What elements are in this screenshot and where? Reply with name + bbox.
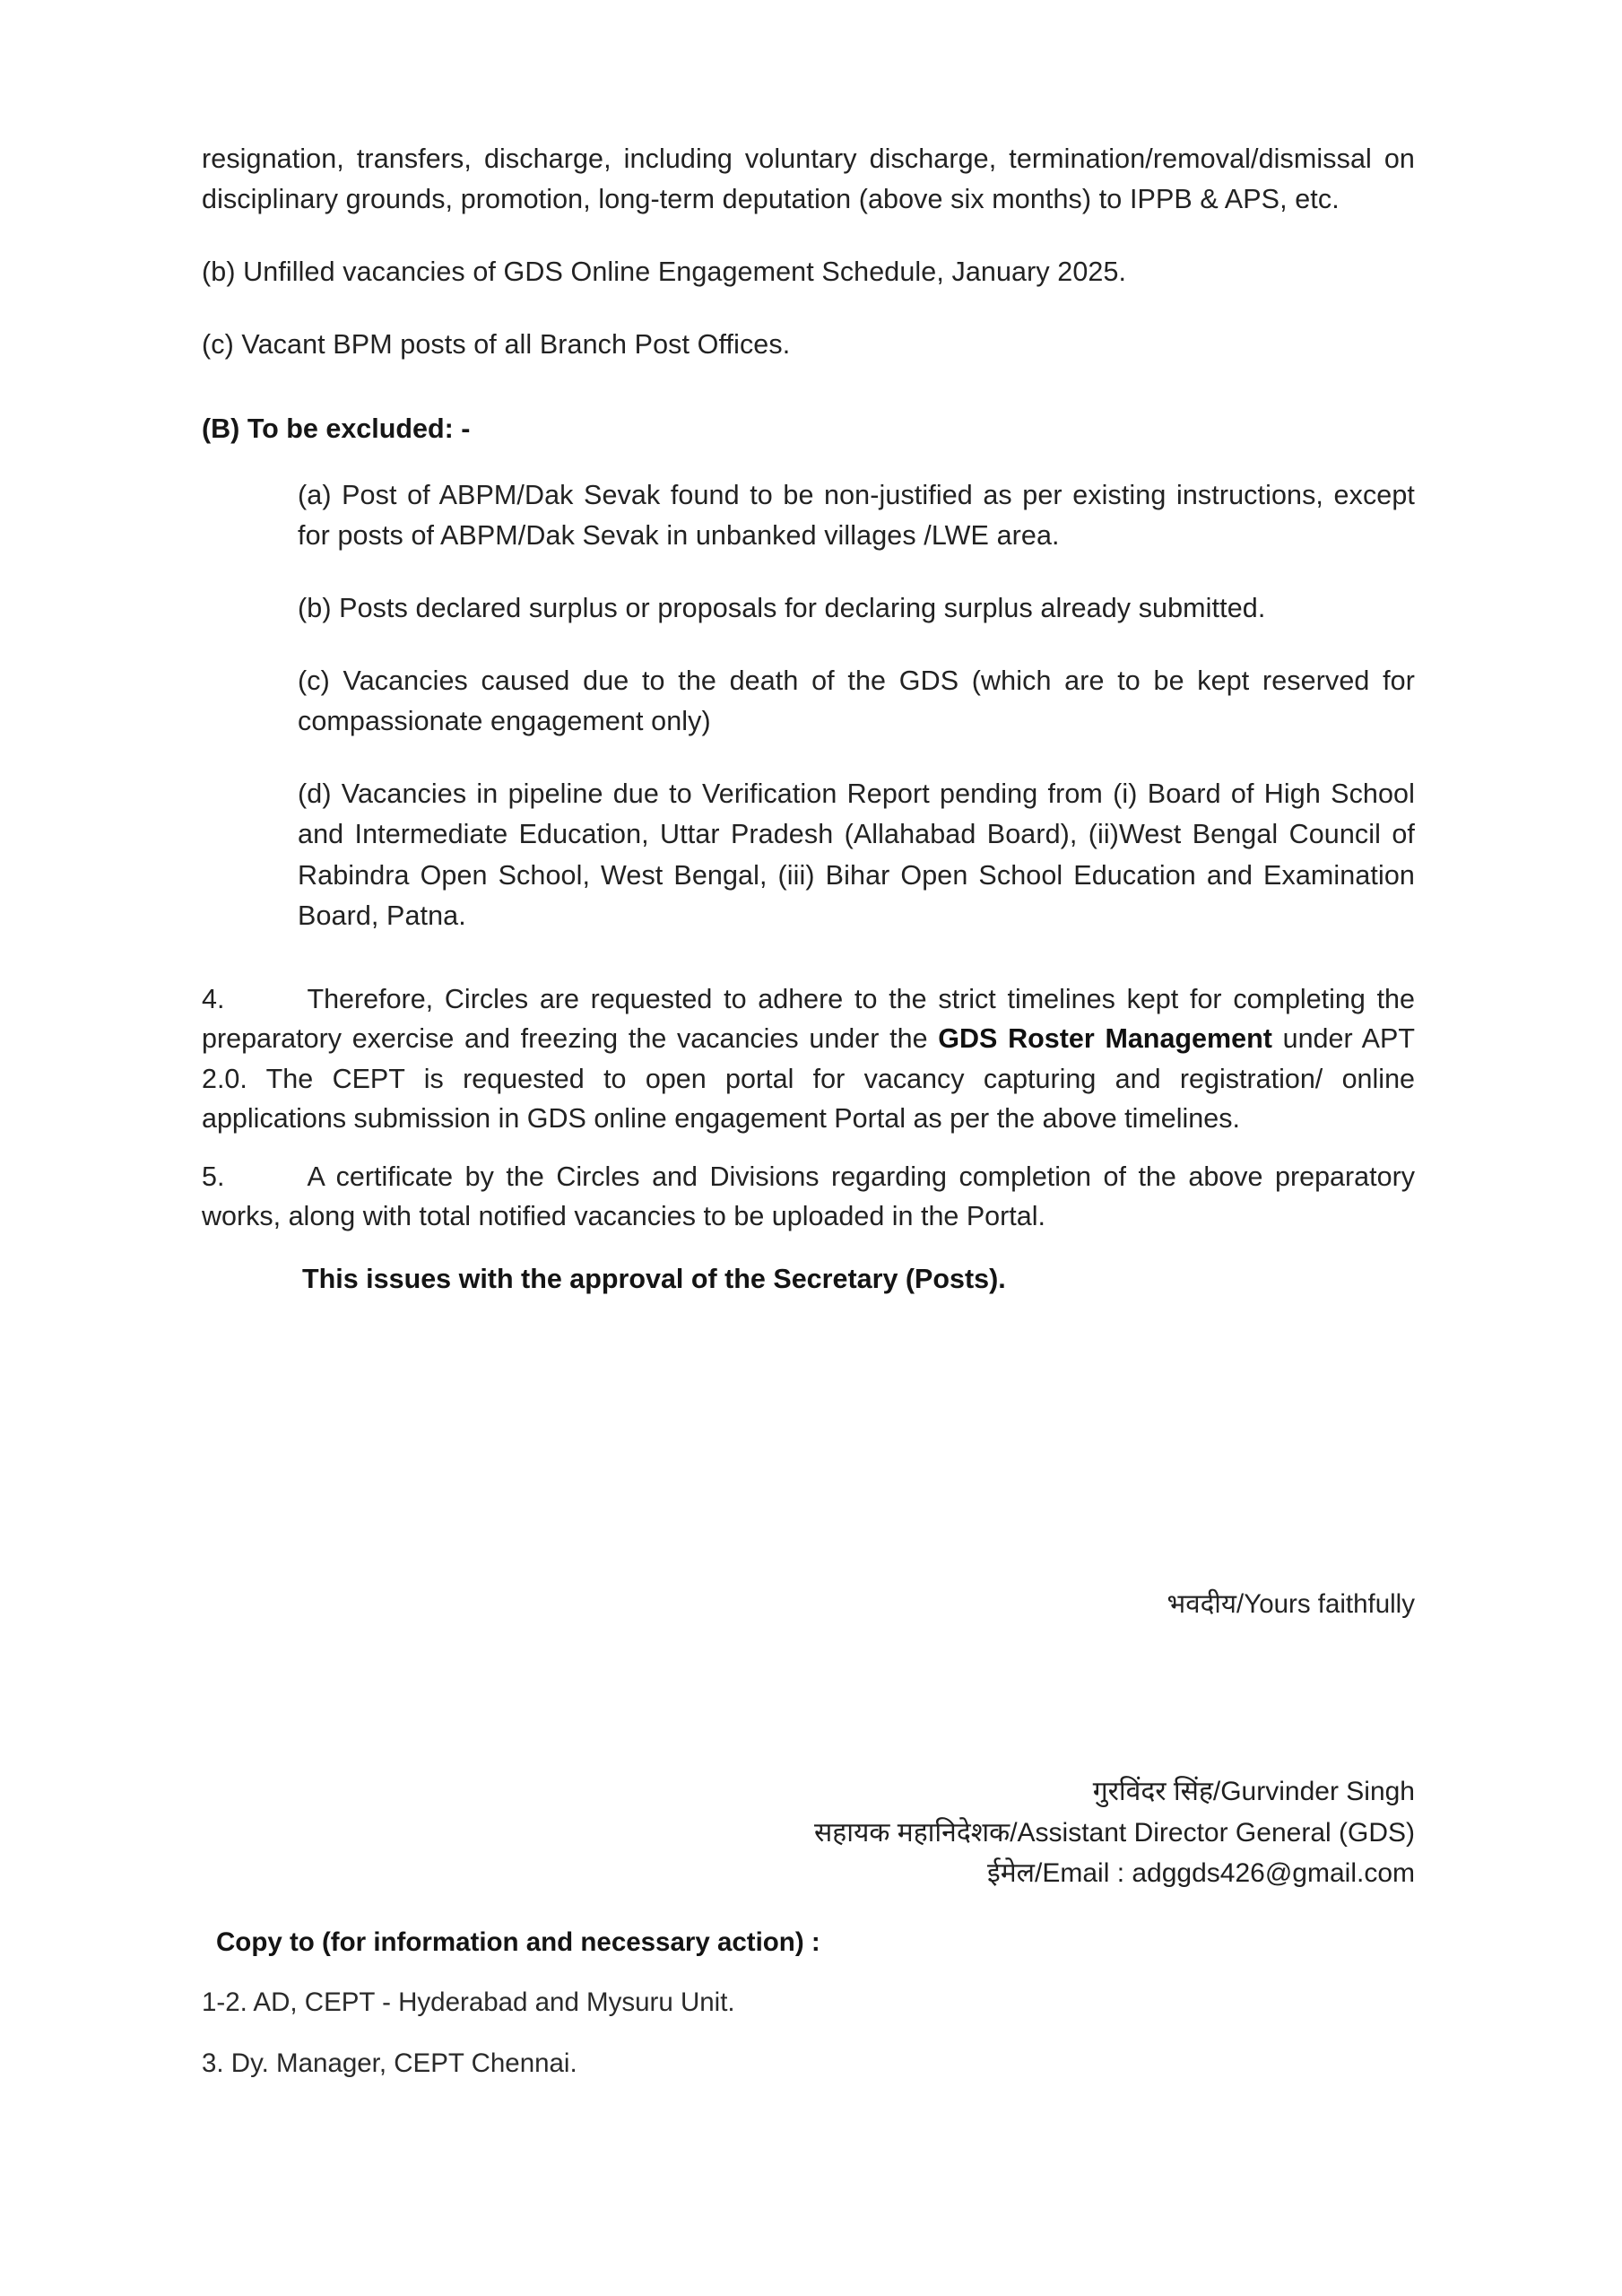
- signatory-name: गुरविंदर सिंह/Gurvinder Singh: [1092, 1777, 1415, 1806]
- paragraph-5-text: A certificate by the Circles and Divisions regarding completion of the above preparatory works, along with total notified vacancies to be uploaded in the Portal.: [202, 1161, 1415, 1232]
- excluded-clause-c: (c) Vacancies caused due to the death of the GDS (which are to be kept reserved for compassionate engagement only): [298, 665, 1415, 737]
- excluded-clause-d: (d) Vacancies in pipeline due to Verification Report pending from (i) Board of High School and Intermediate Education, Uttar Pradesh (Allahabad Board), (ii)West Bengal Council of Rabindra Open School, West Bengal, (iii) Bihar Open School Education and Examination Board, Patna.: [298, 778, 1415, 931]
- copy-to-item: 3. Dy. Manager, CEPT Chennai.: [202, 2048, 577, 2078]
- paragraph-4: [202, 979, 1415, 1139]
- spacer: [202, 579, 1415, 588]
- document-body: [202, 139, 1415, 1299]
- paragraph-4-number: 4.: [202, 983, 225, 1014]
- gds-roster-management-bold: GDS Roster Management: [938, 1023, 1272, 1055]
- copy-to-section: [202, 1924, 1415, 2105]
- spacer: [202, 389, 1415, 409]
- excluded-clause-a: (a) Post of ABPM/Dak Sevak found to be non-justified as per existing instructions, except for posts of ABPM/Dak Sevak in unbanked villages /LWE area.: [298, 479, 1415, 551]
- paragraph-4-text-part1: Therefore, Circles are requested to adhere to the strict timelines kept for completing the preparatory exercise and freezing the vacancies under the: [202, 983, 1415, 1055]
- paragraph-5-number: 5.: [202, 1161, 225, 1192]
- signature-block: [202, 1771, 1415, 1894]
- spacer: [202, 652, 1415, 661]
- paragraph-4-text-part2: under APT 2.0. The CEPT is requested to open portal for vacancy capturing and registration/ online applications submission in GDS online engagement Portal as per the above timelines.: [202, 1023, 1415, 1135]
- copy-to-item: 1-2. AD, CEPT - Hyderabad and Mysuru Unit.: [202, 1987, 735, 2018]
- spacer: [202, 316, 1415, 325]
- clause-b-unfilled-vacancies: (b) Unfilled vacancies of GDS Online Engagement Schedule, January 2025.: [202, 257, 1127, 288]
- continued-paragraph: resignation, transfers, discharge, including voluntary discharge, termination/removal/dismissal on disciplinary grounds, promotion, long-term deputation (above six months) to IPPB & APS, etc.: [202, 144, 1415, 215]
- section-b-heading: (B) To be excluded: -: [202, 413, 471, 444]
- spacer: [202, 765, 1415, 774]
- excluded-clause-b: (b) Posts declared surplus or proposals for declaring surplus already submitted.: [298, 592, 1266, 623]
- closing-salutation: [202, 1586, 1415, 1622]
- spacer: [202, 960, 1415, 979]
- spacer: [202, 243, 1415, 252]
- copy-to-title: Copy to (for information and necessary action) :: [216, 1927, 820, 1957]
- yours-faithfully-text: भवदीय/Yours faithfully: [1167, 1589, 1415, 1619]
- paragraph-5: [202, 1157, 1415, 1237]
- clause-c-vacant-bpm-posts: (c) Vacant BPM posts of all Branch Post Offices.: [202, 329, 791, 361]
- signatory-designation: सहायक महानिदेशक/Assistant Director General (GDS): [814, 1817, 1415, 1848]
- signatory-email: ईमेल/Email : adggds426@gmail.com: [987, 1858, 1415, 1889]
- approval-statement: This issues with the approval of the Secretary (Posts).: [302, 1263, 1006, 1294]
